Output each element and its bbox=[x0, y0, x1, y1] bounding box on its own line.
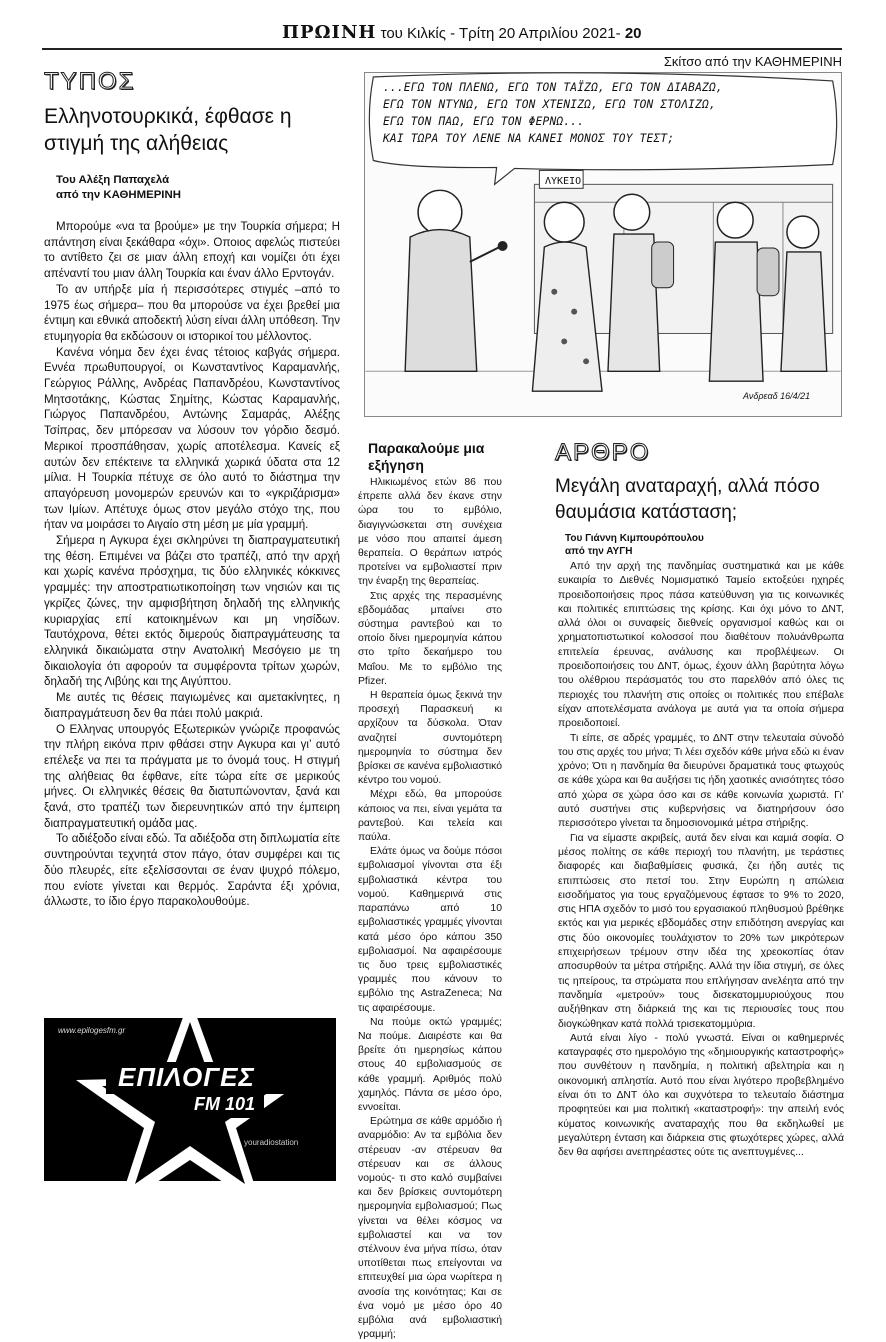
right-byline bbox=[565, 532, 704, 558]
right-paragraph: Τι είπε, σε αδρές γραμμές, το ΔΝΤ στην τελευταία σύνοδό του στις αρχές του μήνα; Τι λέει σχεδόν κάθε μήνα εδώ κι έναν χρόνο; Ότι η πανδημία θα διευρύνει δραματικά τους φτωχούς σε κάθε χώρα και θα αυξήσει τις ήδη χαοτικές ανισότητες τόσο από χώρα σε χώρα όσο και σε κάθε κοινωνία χωριστά. Γι’ αυτό συστήνει στις κυβερνήσεις να διατηρήσουν όσο περισσότερο γίνεται τα δημοσιονομικά μέτρα στήριξης. bbox=[558, 732, 844, 830]
left-byline bbox=[56, 173, 181, 203]
middle-paragraph: Ερώτημα σε κάθε αρμόδιο ή αναρμόδιο: Αν τα εμβόλια δεν στέρευαν -αν στέρευαν θα στέρευαν και σε άλλους νομούς- τι στο καλό συμβαίνει και δεν βρίσκεις συντομότερη ημερομηνία εμβολιασμού; Πως γίνεται να θέλει κόσμος να εμβολιαστεί και να τον στέλνουν ένα μήνα πίσω, όταν υποτίθεται πως επείγονται να επιτευχθεί μια ώρα νωρίτερα η ανοσία της κοινότητας; Και σε ένα νομό με μέσο όρο 40 εμβόλια ανά εμβολιαστική γραμμή; bbox=[358, 1116, 502, 1341]
cartoon-caption bbox=[383, 79, 829, 147]
right-headline: Μεγάλη αναταραχή, αλλά πόσο θαυμάσια κατάσταση; bbox=[555, 476, 820, 523]
ad-url[interactable]: www.epilogesfm.gr bbox=[58, 1026, 126, 1035]
left-byline-source: από την ΚΑΘΗΜΕΡΙΝΗ bbox=[56, 189, 181, 201]
left-paragraph: Ο Ελληνας υπουργός Εξωτερικών γνώριζε προφανώς την πλήρη εικόνα πριν φθάσει στην Αγκυρα και γι’ αυτό επέλεξε να πει τα πράγματα με το όνομά τους. Η στιγμή της αλήθειας θα έφθανε, είτε τώρα είτε σε μερικούς μήνες. Οι ελληνικές θέσεις θα διατυπώνονταν, ξανά και ξανά, στο τραπέζι των διερευνητικών από την έμπειρη διαπραγματευτική ομάδα μας. bbox=[44, 722, 340, 830]
middle-headline: Παρακαλούμε μια εξήγηση bbox=[368, 440, 485, 473]
middle-paragraph: Ελάτε όμως να δούμε πόσοι εμβολιασμοί γίνονται στα έξι εμβολιαστικά κέντρα του νομού. Καθημερινά στις παραπάνω από 10 εμβολιαστικές γραμμές γίνονται κατά μέσο όρο κάπου 350 εμβολιασμοί. Να αφαιρέσουμε τις δυο τρεις εμβολιαστικές γραμμές που κάνουν το εμβόλιο της AstraZeneca; Να τις αφαιρέσουμε. bbox=[358, 846, 502, 1014]
cartoon-caption-line: ΚΑΙ ΤΩΡΑ ΤΟΥ ΛΕΝΕ ΝΑ ΚΑΝΕΙ ΜΟΝΟΣ ΤΟΥ ΤΕΣΤ; bbox=[383, 132, 675, 145]
middle-paragraph: Ηλικιωμένος ετών 86 που έπρεπε αλλά δεν έκανε στην ώρα του το εμβόλιο, διαγιγνώσκεται στη συνέχεια με νόσο που απαιτεί άμεση θεραπεία. Ο θεράπων ιατρός προτείνει να εμβολιαστεί πριν την έναρξη της θεραπείας. bbox=[358, 477, 502, 588]
left-byline-author: Του Αλέξη Παπαχελά bbox=[56, 174, 170, 186]
cartoon-caption-line: ΕΓΩ ΤΟΝ ΠΑΩ, ΕΓΩ ΤΟΝ ΦΕΡΝΩ... bbox=[383, 115, 585, 128]
masthead bbox=[42, 22, 842, 50]
cartoon-illustration bbox=[364, 72, 842, 417]
masthead-region: του Κιλκίς - bbox=[380, 25, 456, 42]
section-tag-arthro: ΑΡΘΡΟ bbox=[555, 439, 651, 466]
ad-star-graphic bbox=[44, 1018, 336, 1181]
cartoon-caption-line: ...ΕΓΩ ΤΟΝ ΠΛΕΝΩ, ΕΓΩ ΤΟΝ ΤΑΪΖΩ, ΕΓΩ ΤΟΝ ΔΙΑΒΑΖΩ, bbox=[383, 81, 723, 94]
right-byline-author: Του Γιάννη Κιμπουρόπουλου bbox=[565, 533, 704, 544]
left-paragraph: Κανένα νόημα δεν έχει ένας τέτοιος καβγάς σήμερα. Εννέα πρωθυπουργοί, οι Κωνσταντίνος Καραμανλής, Γεώργιος Ράλλης, Ανδρέας Παπανδρέου, Κωνσταντίνος Μητσοτάκης, Κώστας Σημίτης, Κώστας Καραμανλής, Γιώργος Παπανδρέου, Αντώνης Σαμαράς, Αλέξης Τσίπρας, δεν μπόρεσαν να λύσουν τον γόρδιο δεσμό. Μερικοί προσπάθησαν, χωρίς αποτέλεσμα. Κανείς εξ αυτών δεν επέκτεινε τα ελληνικά χωρικά ύδατα στα 12 μίλια. Η Τουρκία πέτυχε σε όλο αυτό το διάστημα την απαγόρευση μονομερών ερευνών και το «γκριζάρισμα» των Ιμίων. Απέτυχε όμως στον μεγάλο στόχο της, που ήταν να μοιράσει το Αιγαίο στη μέση με μία γραμμή. bbox=[44, 345, 340, 532]
section-tag-typos: ΤΥΠΟΣ bbox=[44, 68, 136, 95]
ad-frequency: FM 101 bbox=[194, 1094, 256, 1114]
page-number: 20 bbox=[624, 25, 642, 42]
middle-paragraph: Να πούμε οκτώ γραμμές; Να πούμε. Διαιρέστε και θα βρείτε ότι ημερησίως κάπου στους 40 εμβολιασμούς σε κάθε γραμμή. Αριθμός πολύ χαμηλός. Πάντα σε μέσο όρο, εννοείται. bbox=[358, 1016, 502, 1113]
left-headline: Ελληνοτουρκικά, έφθασε η στιγμή της αλήθειας bbox=[44, 105, 292, 155]
ad-slogan: youradiostation bbox=[244, 1138, 299, 1147]
cartoon-label: Σκίτσο από την ΚΑΘΗΜΕΡΙΝΗ bbox=[663, 54, 842, 69]
ad-station-name: ΕΠΙΛΟΓΕΣ bbox=[118, 1062, 255, 1092]
right-article-body bbox=[558, 560, 844, 1160]
right-paragraph: Για να είμαστε ακριβείς, αυτά δεν είναι και καμιά σοφία. Ο μέσος πολίτης σε κάθε περιοχή του πλανήτη, με τεράστιες διαφορές και διαβαθμίσεις φυσικά, ζει ήδη αυτές τις επιπτώσεις στο πετσί του. Στην Ευρώπη η απώλεια εισοδήματος για τους εργαζόμενους έφτασε το 9% το 2020, στις ΗΠΑ σχεδόν το μισό του εργασιακού πληθυσμού βρέθηκε εκτός και για μερικές εβδομάδες στην επιδότηση ανεργίας και στις δύο οικονομίες τουλάχιστον το 20% των μικρότερων επιχειρήσεων τρέμουν στην ιδέα της χρεοκοπίας όταν αποσυρθούν τα μέτρα στήριξης. Αλλά την ίδια στιγμή, σε όλες τις ηπείρους, τα στρώματα που επλήγησαν ανελέητα από την πανδημία «μετρούν» τους δισεκατομμυριούχους που αυξήθηκαν στη διάρκειά της και τις περιουσίες τους που διογκώθηκαν κατά πολλά τρισεκατομμύρια. bbox=[558, 832, 844, 1030]
left-paragraph: Το αν υπήρξε μία ή περισσότερες στιγμές –από το 1975 έως σήμερα– που θα μπορούσε να έχει βρεθεί μια έντιμη και εθνικά αποδεκτή λύση είναι άλλη υπόθεση. Την ετυμηγορία θα εκδώσουν οι ιστορικοί του μέλλοντος. bbox=[44, 282, 340, 343]
left-paragraph: Το αδιέξοδο είναι εδώ. Τα αδιέξοδα στη διπλωματία είτε συντηρούνται τεχνητά στον πάγο, όταν συμφέρει και τις δύο πλευρές, είτε εξελίσσονται σε έναν ψυχρό πόλεμο, που ενίοτε γίνεται και θερμός. Σαράντα έξι χρόνια, άλλωστε, το ίδιο έργο παρακολουθούμε. bbox=[44, 832, 340, 909]
right-byline-source: από την ΑΥΓΗ bbox=[565, 546, 633, 557]
left-article-body bbox=[44, 219, 340, 910]
masthead-date: Τρίτη 20 Απριλίου 2021- bbox=[459, 25, 621, 42]
newspaper-brand: ΠΡΩΙΝΗ bbox=[282, 22, 377, 43]
masthead-line bbox=[282, 22, 642, 43]
middle-paragraph: Μέχρι εδώ, θα μπορούσε κάποιος να πει, είναι γεμάτα τα ραντεβού. Και τελεία και παύλα. bbox=[358, 789, 502, 844]
right-paragraph: Αυτά είναι λίγο - πολύ γνωστά. Είναι οι καθημερινές καταγραφές στο ημερολόγιο της «δημιουργικής καταστροφής» που συνθέτουν η πανδημία, η πολιτική αβελτηρία και η οικονομική απληστία. Αυτό που είναι λιγότερο προβεβλημένο είναι ότι το ΔΝΤ όλο και συχνότερα το τελευταίο διάστημα προφητεύει και μια πολιτική «καταστροφή»: την απειλή ενός κύματος κοινωνικής αναταραχής που θα εκδηλωθεί με μεγαλύτερη ένταση και διάρκεια στις φτωχότερες χώρες, αλλά δεν θα αφήσει ανεπηρέαστες ούτε τις ανεπτυγμένες... bbox=[558, 1032, 844, 1159]
radio-advertisement[interactable] bbox=[44, 1018, 336, 1181]
middle-paragraph: Στις αρχές της περασμένης εβδομάδας μπαίνει στο σύστημα ραντεβού και το οποίο δίνει ημερομηνία κάπου στο τρίτο δεκαήμερο του Μαΐου. Με το εμβόλιο της Pfizer. bbox=[358, 590, 502, 687]
middle-paragraph: Η θεραπεία όμως ξεκινά την προσεχή Παρασκευή κι αρχίζουν τα δύσκολα. Όταν αναζητεί συντομότερη ημερομηνία το σύστημα δεν βρίσκει σε κανένα εμβολιαστικό κέντρο του νομού. bbox=[358, 690, 502, 787]
cartoon-signature: Ανδρεαδ 16/4/21 bbox=[743, 391, 811, 401]
left-paragraph: Μπορούμε «να τα βρούμε» με την Τουρκία σήμερα; Η απάντηση είναι ξεκάθαρα «όχι». Οποιος αφελώς πιστεύει το αντίθετο ζει σε μιαν άλλη εποχή και νομίζει ότι έχει απέναντί του μιαν άλλη Τουρκία και έναν άλλο Ερντογάν. bbox=[44, 220, 340, 281]
right-paragraph: Από την αρχή της πανδημίας συστηματικά και με κάθε ευκαιρία το Διεθνές Νομισματικό Ταμείο εκτοξεύει ηχηρές προειδοποιήσεις προς πάσα κατεύθυνση για τις κοινωνικές και πολιτικές επιπτώσεις της κρίσης. Και όχι μόνο το ΔΝΤ, αλλά όλοι οι συναφείς διεθνείς οργανισμοί καθώς και οι χρηματοπιστωτικοί κολοσσοί που διαθέτουν πολυάνθρωπα επιτελεία έρευνας, ανάλυσης και προβλέψεων. Οι προειδοποιήσεις του ΔΝΤ, όμως, έχουν άλλη βαρύτητα λόγω του ολέθριου περάσματός του στο παρελθόν από όλες τις περιοχές του πλανήτη στις οποίες οι πολιτικές που επέβαλε είχαν αποτελέσματα ανάλογα με αυτά για τα οποία σήμερα προειδοποιεί. bbox=[558, 561, 844, 730]
middle-article-body bbox=[358, 476, 502, 1342]
left-paragraph: Σήμερα η Αγκυρα έχει σκληρύνει τη διαπραγματευτική της θέση. Επιμένει να βάζει στο τραπέζι, από την αρχή και χωρίς κανένα πρόσχημα, τις δύο ελληνικές κόκκινες γραμμές: την αποστρατιωτικοποίηση των νησιών και τις γκρίζες ζώνες, την αμφισβήτηση δηλαδή της ελληνικής κυριαρχίας επί κατοικημένων και μη νησίδων. Ταυτόχρονα, θέτει εκτός διμερούς διαπραγμάτευσης τα ελληνικά δικαιώματα στην Ανατολική Μεσόγειο με τη δικαιολογία ότι αφορούν τα συμφέροντα τρίτων χωρών, δηλαδή της Λιβύης και της Αιγύπτου. bbox=[44, 534, 340, 689]
cartoon-school-sign: ΛΥΚΕΙΟ bbox=[545, 176, 582, 187]
left-paragraph: Με αυτές τις θέσεις παγιωμένες και αμετακίνητες, η διαπραγμάτευση δεν θα πάει πολύ μακριά. bbox=[44, 691, 340, 720]
cartoon-caption-line: ΕΓΩ ΤΟΝ ΝΤΥΝΩ, ΕΓΩ ΤΟΝ ΧΤΕΝΙΖΩ, ΕΓΩ ΤΟΝ ΣΤΟΛΙΖΩ, bbox=[383, 98, 716, 111]
